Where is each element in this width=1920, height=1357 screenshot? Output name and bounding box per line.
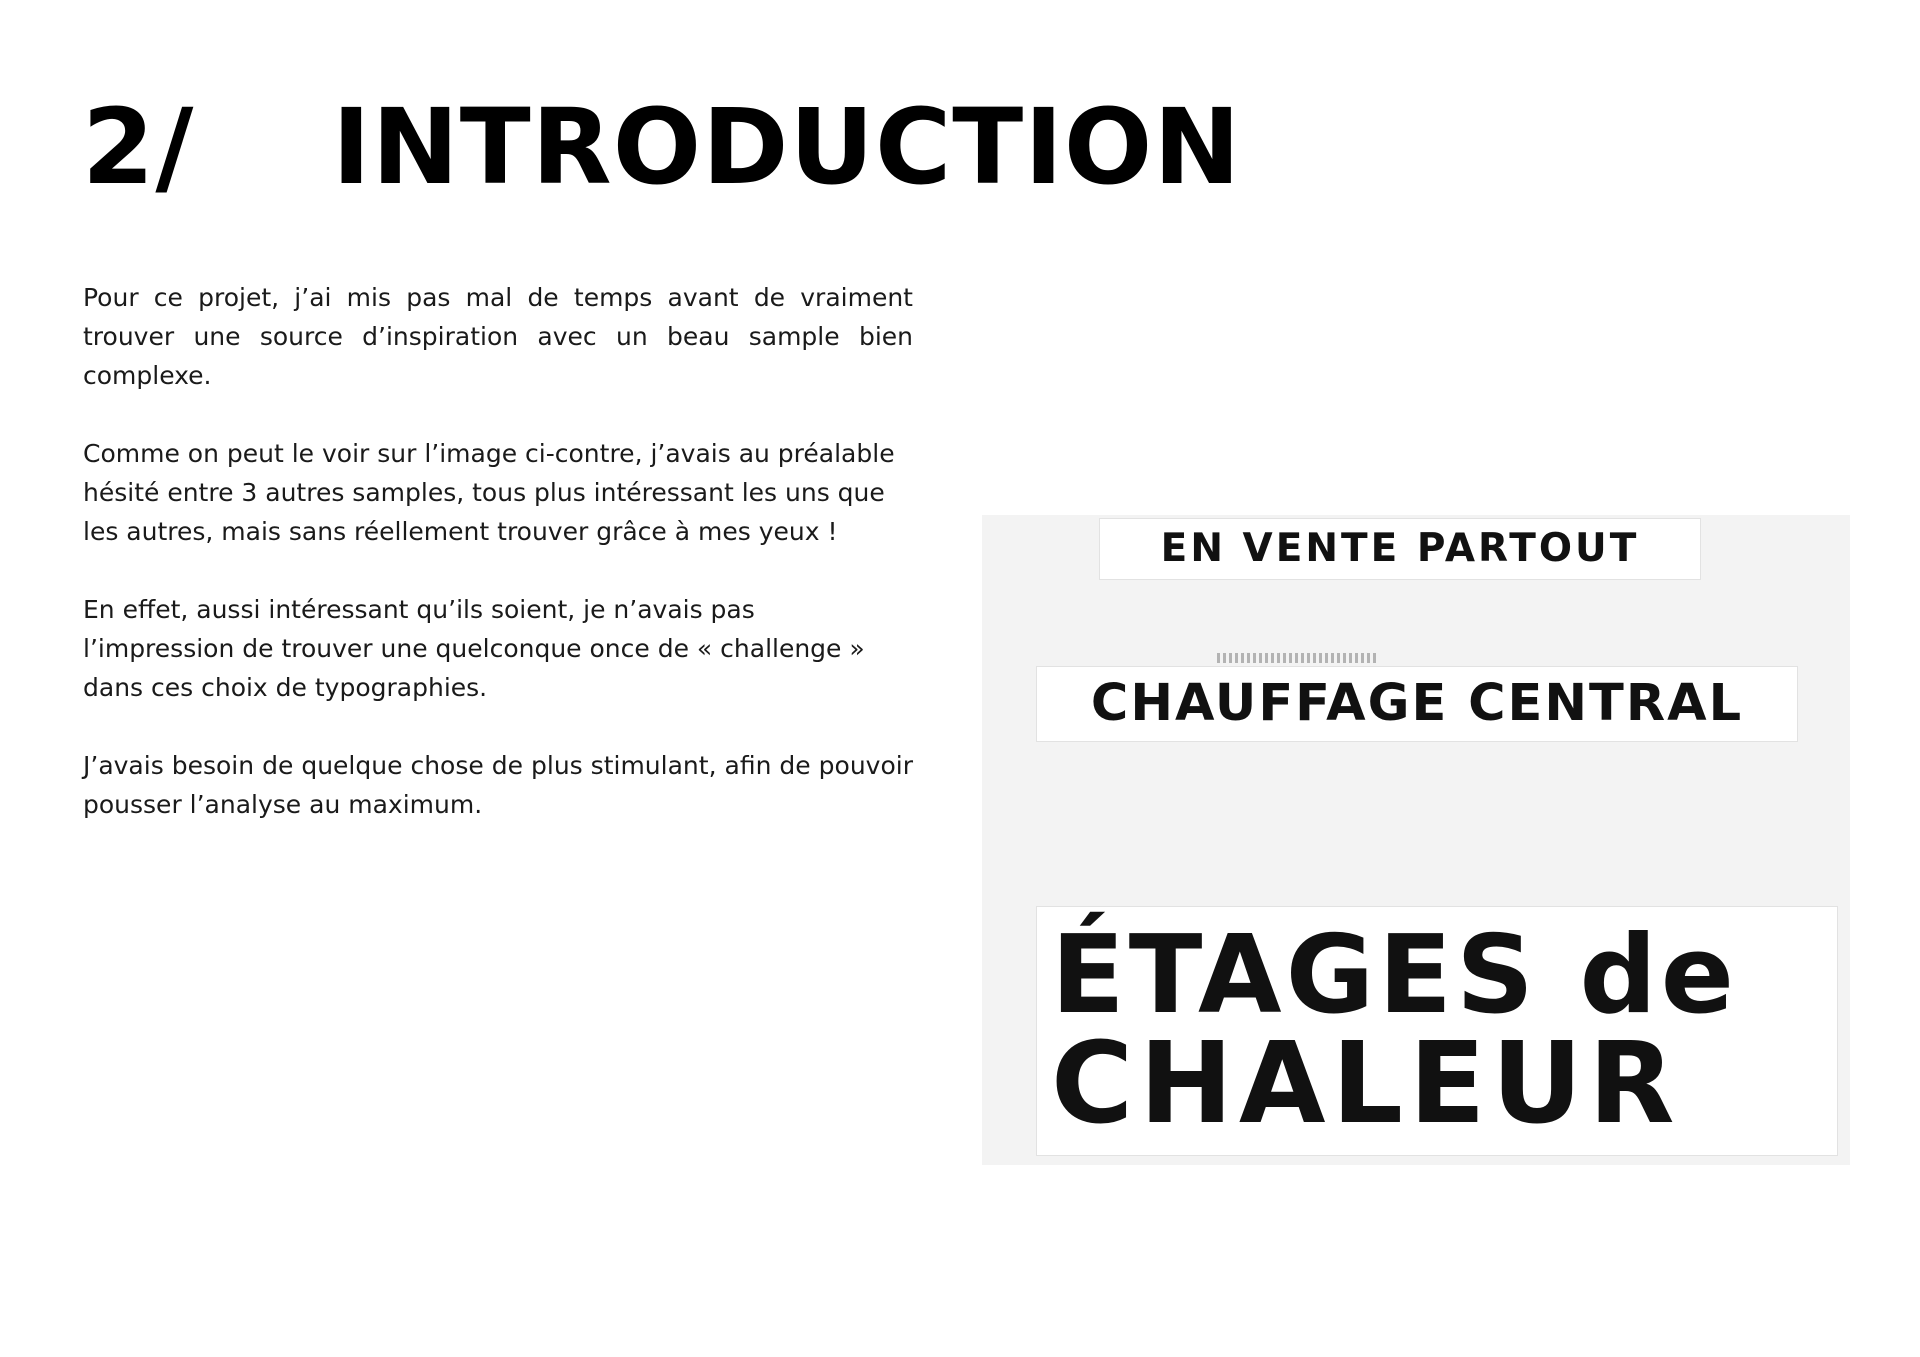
sample-strip [1037,907,1837,1155]
paragraph: Pour ce projet, j’ai mis pas mal de temps avant de vraiment trouver une source d’inspiration avec un beau sample bien complexe. [83,283,913,390]
sample-strip-text: CHALEUR [1051,1019,1681,1149]
paragraph: En effet, aussi intéressant qu’ils soient, je n’avais pas l’impression de trouver une quelconque once de « challenge » dans ces choix de typographies. [83,595,865,702]
scrap-mark [1217,653,1377,663]
typography-samples-photo [982,515,1850,1165]
sample-strip-text: CHAUFFAGE CENTRAL [1090,674,1744,733]
paragraph: J’avais besoin de quelque chose de plus stimulant, afin de pouvoir pousser l’analyse au maximum. [83,751,913,819]
sample-strip [1037,667,1797,741]
paragraph: Comme on peut le voir sur l’image ci-contre, j’avais au préalable hésité entre 3 autres samples, tous plus intéressant les uns que les autres, mais sans réellement trouver grâce à mes yeux ! [83,439,895,546]
intro-text [83,278,913,863]
section-number: 2/ [82,86,195,208]
section-title: INTRODUCTION [332,86,1242,208]
sample-strip: EN VENTE PARTOUT [1100,519,1700,579]
sample-strip-text: ÉTAGES de [1051,913,1739,1038]
